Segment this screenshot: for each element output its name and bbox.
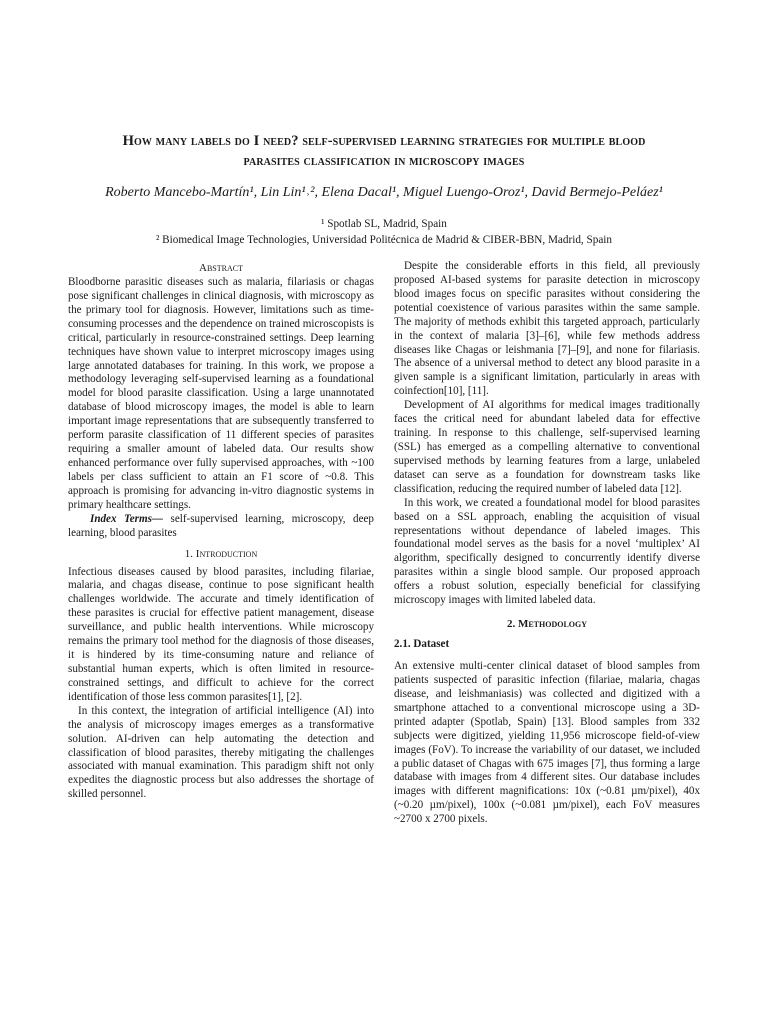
left-column	[68, 260, 374, 802]
abstract-text: Bloodborne parasitic diseases such as malaria, filariasis or chagas pose significant challenges in clinical diagnosis, with microscopy as the primary tool for diagnosis. However, limitations such as time-consuming processes and the dependence on trained microscopists is critical, particularly in resource-constrained settings. Deep learning techniques have shown value to interpret microscopy images using large annotated databases for training. In this work, we propose a methodology leveraging self-supervised learning as a foundational model for blood parasite classification. Using a large unannotated database of blood microscopy images, the model is able to learn important image representations that are subsequently transferred to perform parasite classification of 11 different species of parasites requiring a smaller amount of labeled data. Our results show enhanced performance over fully supervised approaches, with ~100 labels per class sufficient to attain an F1 score of ~0.8. This approach is promising for advancing in-vitro diagnostic systems in primary healthcare settings.	[68, 276, 374, 511]
right-column	[394, 260, 700, 827]
title-line-2: parasites classification in microscopy images	[243, 153, 525, 169]
paper-title	[50, 131, 718, 171]
dataset-paragraph: An extensive multi-center clinical dataset of blood samples from patients suspected of parasitic infection (filariae, malaria, chagas disease, and leishmaniasis) was collected and digitized with a smartphone attached to a conventional microscope using a 3D-printed adapter (Spotlab, Spain) [13]. Blood samples from 332 subjects were digitized, yielding 11,956 microscope field-of-view images (FoV). To increase the variability of our dataset, we included a public dataset of Chagas with 675 images [7], thus forming a large database with images from 4 different sites. Our database includes images with different magnifications: 10x (~0.81 µm/pixel), 40x (~0.20 µm/pixel), 100x (~0.081 µm/pixel), each FoV measures ~2700 x 2700 pixels.	[394, 660, 700, 826]
introduction-paragraph-1: Infectious diseases caused by blood parasites, including filariae, malaria, and chagas disease, continue to pose significant health challenges worldwide. The accurate and timely identification of these parasites is crucial for effective patient management, disease surveillance, and public health interventions. While microscopy remains the primary tool method for the diagnosis of those diseases, it is hindered by its time-consuming nature and reliance of substantial human experts, which is often limited in resource-constrained settings, and difficult to achieve for the correct identification of those less common parasites[1], [2].	[68, 565, 374, 703]
index-terms-label: Index Terms—	[90, 512, 164, 525]
abstract-heading: Abstract	[199, 262, 243, 274]
title-line-1: How many labels do I need? self-supervised learning strategies for multiple blood	[122, 133, 646, 149]
index-terms-list: self-supervised learning, microscopy, deep learning, blood parasites	[68, 512, 374, 539]
introduction-heading: 1. Introduction	[184, 547, 258, 560]
methodology-heading: 2. Methodology	[506, 618, 588, 631]
introduction-paragraph-2: In this context, the integration of artificial intelligence (AI) into the analysis of microscopy images emerges as a transformative solution. AI-driven can help automating the detection and classification of blood parasites, thereby mitigating the challenges associated with manual examination. This paradigm shift not only expedites the diagnostic process but also addresses the shortage of skilled personnel.	[68, 704, 374, 801]
dataset-subheading: 2.1. Dataset	[394, 638, 450, 651]
author-list: Roberto Mancebo-Martín¹, Lin Lin¹˒², Elena Dacal¹, Miguel Luengo-Oroz¹, David Bermejo-Peláez¹	[105, 185, 663, 200]
affiliation-1: ¹ Spotlab SL, Madrid, Spain	[321, 218, 447, 230]
introduction-paragraph-3: Despite the considerable efforts in this field, all previously proposed AI-based systems for parasite detection in microscopy blood images focus on specific parasites without considering the potential coexistence of various parasites within the same sample. The majority of methods exhibit this targeted approach, particularly in the context of malaria [3]–[6], while few methods address diseases like Chagas or leishmania [7]–[9], and none for filariasis. The absence of a universal method to detect any blood parasite in a given sample is a significant limitation, particularly in areas with coinfection[10], [11].	[394, 260, 700, 398]
affiliation-2: ² Biomedical Image Technologies, Universidad Politécnica de Madrid & CIBER-BBN, Madrid, Spain	[156, 234, 612, 246]
affiliations	[30, 216, 738, 248]
index-terms	[68, 513, 374, 541]
introduction-paragraph-4: Development of AI algorithms for medical images traditionally faces the critical need for abundant labeled data for effective training. In response to this challenge, self-supervised learning (SSL) has emerged as a compelling alternative to conventional supervised methods by learning features from a large, unlabeled dataset can serve as a foundation for downstream tasks like classification, reducing the required number of labeled data [12].	[394, 399, 700, 495]
introduction-paragraph-5: In this work, we created a foundational model for blood parasites based on a SSL approach, enabling the acquisition of visual representations without dependance of labeled images. This foundational model serves as the basis for a novel ‘multiplex’ AI algorithm, specifically designed to concurrently identify diverse parasites within a single blood sample. Our proposed approach offers a robust solution, especially beneficial for classifying microscopy images with limited labeled data.	[394, 496, 700, 607]
